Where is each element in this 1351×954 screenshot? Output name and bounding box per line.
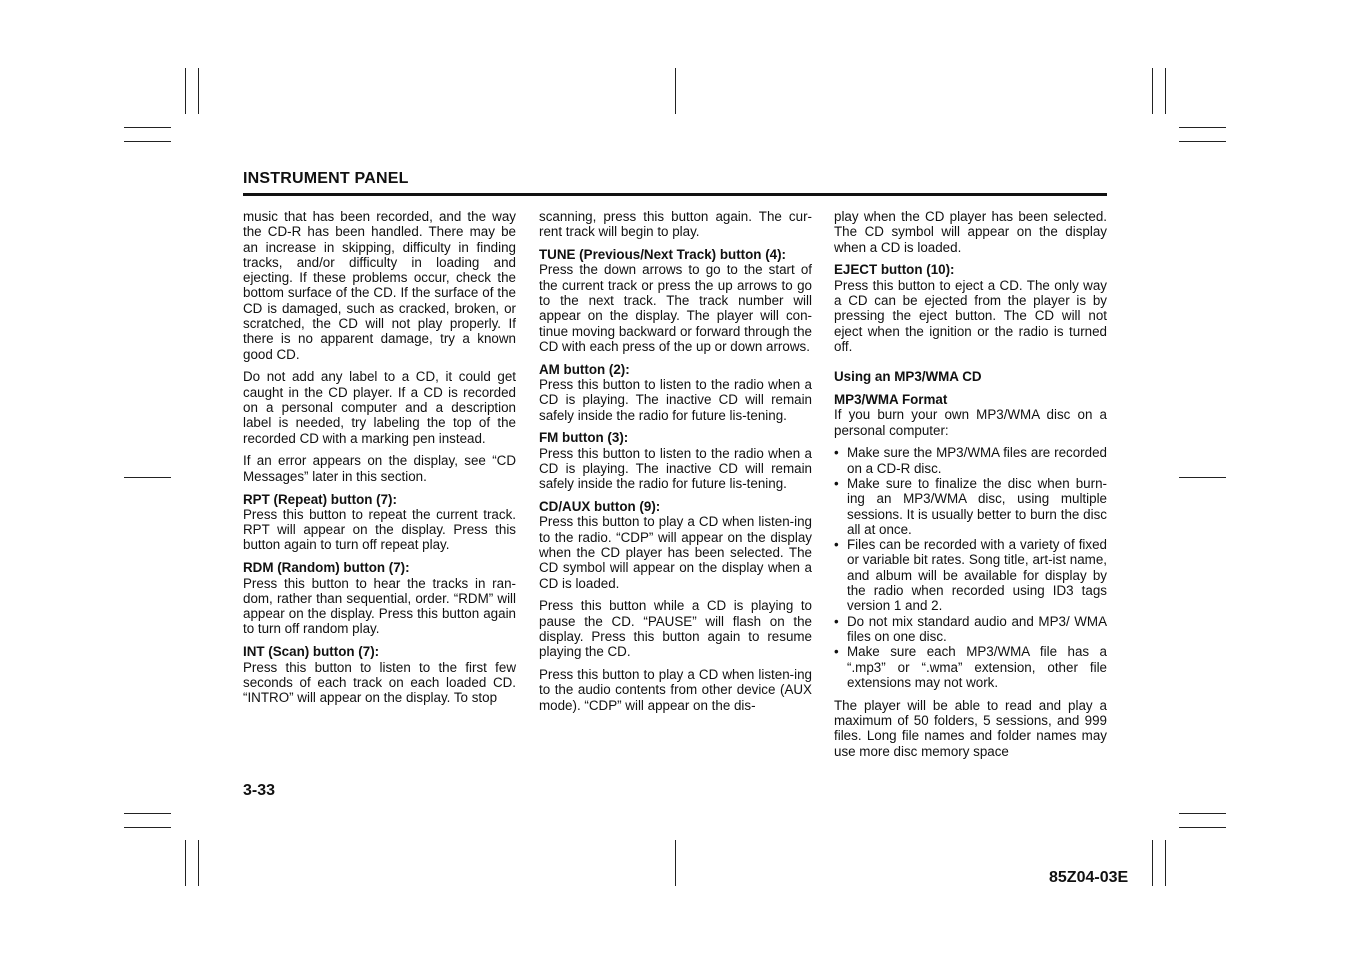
body-paragraph: scanning, press this button again. The cur-rent track will begin to play. [539,209,812,240]
body-paragraph: Press this button while a CD is playing to pause the CD. “PAUSE” will flash on the display. Press this button again to resume playing the CD. [539,598,812,660]
body-paragraph: Do not add any label to a CD, it could get caught in the CD player. If a CD is recorded on a personal computer and a description label is needed, try labeling the top of the recorded CD with a marking pen instead. [243,369,516,446]
section-heading: INT (Scan) button (7): [243,644,380,660]
bullet-list [834,445,1107,690]
text-column-1 [243,209,516,713]
section-heading: Using an MP3/WMA CD [834,369,982,385]
list-item: • Make sure the MP3/WMA files are recorded on a CD-R disc. [834,445,1107,476]
body-paragraph: Press the down arrows to go to the start of the current track or press the up arrows to go to the next track. The track number will appear on the display. The player will con-tinue moving backward or forward through the CD with each press of the up or down arrows. [539,262,812,354]
section-heading: MP3/WMA Format [834,391,948,407]
list-item: • Make sure to finalize the disc when burn-ing an MP3/WMA disc, using multiple sessions. It is usually better to burn the disc all at once. [834,476,1107,537]
text-column-2 [539,209,812,720]
section-heading: RPT (Repeat) button (7): [243,491,397,507]
section-heading: FM button (3): [539,430,629,446]
body-paragraph: Press this button to repeat the current track. RPT will appear on the display. Press this button again to turn off repeat play. [243,506,516,553]
section-title: INSTRUMENT PANEL [243,170,409,187]
body-paragraph: Press this button to play a CD when listen-ing to the radio. “CDP” will appear on the display when the CD player has been selected. The CD symbol will appear on the display when a CD is loaded. [539,514,812,591]
body-paragraph: Press this button to hear the tracks in ran-dom, rather than sequential, order. “RDM” will appear on the display. Press this button again to turn off random play. [243,575,516,637]
body-paragraph: play when the CD player has been selected. The CD symbol will appear on the display when a CD is loaded. [834,209,1107,255]
body-paragraph: If an error appears on the display, see “CD Messages” later in this section. [243,453,516,484]
text-column-3 [834,209,1107,766]
body-paragraph: If you burn your own MP3/WMA disc on a personal computer: [834,407,1107,438]
list-item: • Do not mix standard audio and MP3/ WMA files on one disc. [834,614,1107,645]
section-heading: TUNE (Previous/Next Track) button (4): [539,247,787,263]
body-paragraph: Press this button to eject a CD. The only way a CD can be ejected from the player is by pressing the eject button. The CD will not eject when the ignition or the radio is turned off. [834,277,1107,354]
section-heading: RDM (Random) button (7): [243,560,410,576]
header-rule [243,193,1107,196]
body-paragraph: Press this button to listen to the radio when a CD is playing. The inactive CD will remain safely inside the radio for future lis-tening. [539,445,812,492]
body-paragraph: The player will be able to read and play a maximum of 50 folders, 5 sessions, and 999 files. Long file names and folder names may use more disc memory space [834,697,1107,759]
section-heading: CD/AUX button (9): [539,499,661,515]
body-paragraph: Press this button to listen to the radio when a CD is playing. The inactive CD will remain safely inside the radio for future lis-tening. [539,376,812,423]
section-heading: EJECT button (10): [834,262,955,278]
section-heading: AM button (2): [539,361,630,377]
list-item: • Make sure each MP3/WMA file has a “.mp3” or “.wma” extension, other file extensions may not work. [834,644,1107,690]
body-paragraph: music that has been recorded, and the way the CD-R has been handled. There may be an increase in skipping, difficulty in finding tracks, and/or difficulty in loading and ejecting. If these problems occur, check the bottom surface of the CD. If the surface of the CD is damaged, such as cracked, broken, or scratched, the CD will not play properly. If there is no apparent damage, try a known good CD. [243,209,516,362]
document-code: 85Z04-03E [1049,869,1129,886]
list-item: • Files can be recorded with a variety of fixed or variable bit rates. Song title, art-ist name, and album will be available for display by the radio when recorded using ID3 tags version 1 and 2. [834,537,1107,613]
page-number: 3-33 [243,782,276,799]
body-paragraph: Press this button to play a CD when listen-ing to the audio contents from other device (AUX mode). “CDP” will appear on the dis- [539,667,812,713]
body-paragraph: Press this button to listen to the first few seconds of each track on each loaded CD. “INTRO” will appear on the display. To stop [243,659,516,706]
